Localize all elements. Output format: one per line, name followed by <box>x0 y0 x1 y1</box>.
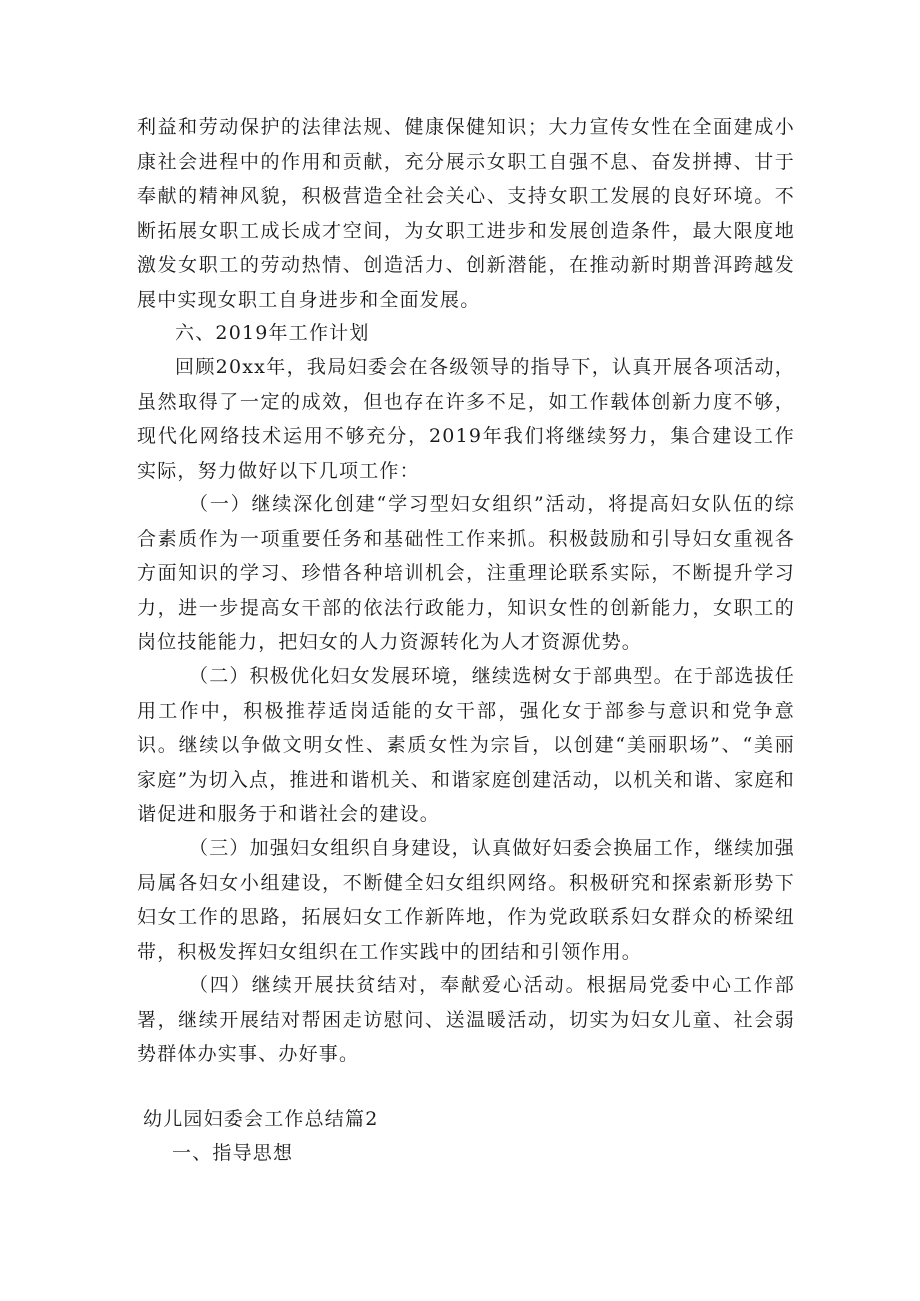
section-heading-2019-plan: 六、2019年工作计划 <box>175 322 370 344</box>
article-title: 幼儿园妇委会工作总结篇2 <box>143 1108 379 1130</box>
paragraph-continued: 利益和劳动保护的法律法规、健康保健知识；大力宣传女性在全面建成小康社会进程中的作用和贡献，充分展示女职工自强不息、奋发拼搏、甘于奉献的精神风貌，积极营造全社会关心、支持女职工发展的良好环境。不断拓展女职工成长成才空间，为女职工进步和发展创造条件，最大限度地激发女职工的劳动热情、创造活力、创新潜能，在推动新时期普洱跨越发展中实现女职工自身进步和全面发展。 <box>137 116 795 311</box>
paragraph-review: 回顾20xx年，我局妇委会在各级领导的指导下，认真开展各项活动，虽然取得了一定的成效，但也存在许多不足，如工作载体创新力度不够，现代化网络技术运用不够充分，2019年我们将继续努力，集合建设工作实际，努力做好以下几项工作： <box>137 356 795 482</box>
paragraph-item-3: （三）加强妇女组织自身建设，认真做好妇委会换届工作，继续加强局属各妇女小组建设，不断健全妇女组织网络。积极研究和探索新形势下妇女工作的思路，拓展妇女工作新阵地，作为党政联系妇女群众的桥梁纽带，积极发挥妇女组织在工作实践中的团结和引领作用。 <box>137 837 796 963</box>
paragraph-item-1: （一）继续深化创建“学习型妇女组织”活动，将提高妇女队伍的综合素质作为一项重要任务和基础性工作来抓。积极鼓励和引导妇女重视各方面知识的学习、珍惜各种培训机会，注重理论联系实际，不断提升学习力，进一步提高女干部的依法行政能力，知识女性的创新能力，女职工的岗位技能能力，把妇女的人力资源转化为人才资源优势。 <box>137 493 795 653</box>
section-heading-guiding-thought: 一、指导思想 <box>172 1142 294 1164</box>
paragraph-item-2: （二）积极优化妇女发展环境，继续选树女于部典型。在于部选拔任用工作中，积极推荐适岗适能的女干部，强化女于部参与意识和党争意识。继续以争做文明女性、素质女性为宗旨，以创建“美丽职场”、“美丽家庭”为切入点，推进和谐机关、和谐家庭创建活动，以机关和谐、家庭和谐促进和服务于和谐社会的建设。 <box>137 665 796 825</box>
paragraph-item-4: （四）继续开展扶贫结对，奉献爱心活动。根据局党委中心工作部署，继续开展结对帮困走访慰问、送温暖活动，切实为妇女儿童、社会弱势群体办实事、办好事。 <box>137 974 795 1065</box>
